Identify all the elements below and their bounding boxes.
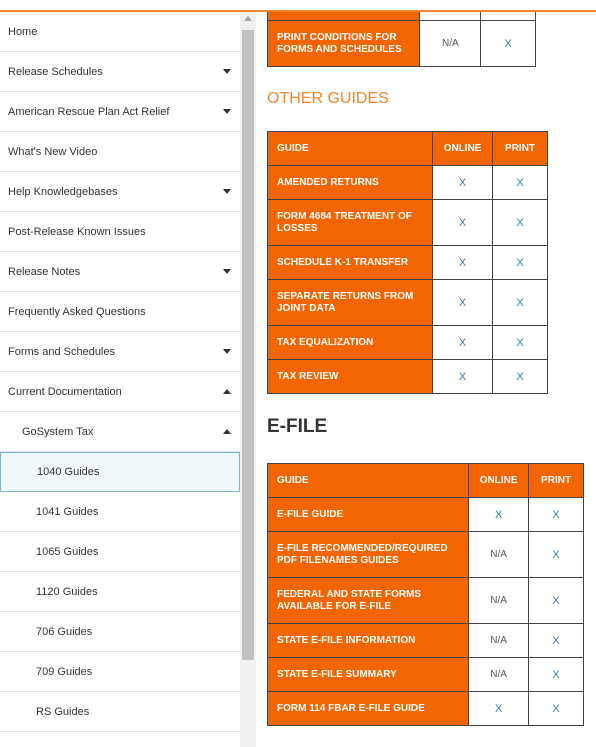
sidebar-item-label: American Rescue Plan Act Relief <box>8 105 170 118</box>
sidebar-item-label: Release Schedules <box>8 65 103 78</box>
cell-guide <box>268 12 420 21</box>
sidebar-item-709-guides[interactable] <box>0 652 240 692</box>
sidebar-item-1040-guides[interactable] <box>0 452 240 492</box>
guide-name: TAX REVIEW <box>268 360 433 394</box>
e-file-table <box>267 463 584 726</box>
table-row <box>268 624 584 658</box>
table-header-row <box>268 132 548 166</box>
online-link[interactable]: X <box>469 498 529 532</box>
online-value: N/A <box>469 658 529 692</box>
sidebar-item-help-knowledgebases[interactable] <box>0 172 240 212</box>
table-row <box>268 280 548 326</box>
sidebar-item-label: 709 Guides <box>36 665 93 678</box>
sidebar-item-label: GoSystem Tax <box>22 425 94 438</box>
chevron-down-icon[interactable] <box>223 69 231 74</box>
sidebar-item-label: RS Guides <box>36 705 90 718</box>
guide-name: AMENDED RETURNS <box>268 166 433 200</box>
print-link[interactable]: X <box>493 246 548 280</box>
sidebar-item-label: 1040 Guides <box>37 466 100 478</box>
print-link[interactable]: X <box>493 326 548 360</box>
online-value: N/A <box>469 532 529 578</box>
print-link[interactable]: X <box>481 21 536 67</box>
sidebar-item-whats-new-video[interactable] <box>0 132 240 172</box>
table-row <box>268 166 548 200</box>
table-row <box>268 200 548 246</box>
guide-name: STATE E-FILE INFORMATION <box>268 624 469 658</box>
table-row <box>268 360 548 394</box>
column-header-online: ONLINE <box>433 132 493 166</box>
sidebar-item-label: 1065 Guides <box>36 545 99 558</box>
guide-name: PRINT CONDITIONS FOR FORMS AND SCHEDULES <box>268 21 420 67</box>
sidebar-item-label: 706 Guides <box>36 625 93 638</box>
chevron-down-icon[interactable] <box>223 349 231 354</box>
sidebar-item-label: Frequently Asked Questions <box>8 305 146 318</box>
section-heading-e-file: E-FILE <box>267 416 328 437</box>
sidebar-item-706-guides[interactable] <box>0 612 240 652</box>
chevron-up-icon[interactable] <box>223 429 231 434</box>
guide-name: TAX EQUALIZATION <box>268 326 433 360</box>
scrollbar-thumb[interactable] <box>242 30 254 660</box>
other-guides-table <box>267 131 548 394</box>
guide-name: FEDERAL AND STATE FORMS AVAILABLE FOR E-FILE <box>268 578 469 624</box>
print-link[interactable]: X <box>493 166 548 200</box>
table-row <box>268 246 548 280</box>
column-header-guide: GUIDE <box>268 132 433 166</box>
print-link[interactable]: X <box>529 624 584 658</box>
sidebar-item-post-release-issues[interactable] <box>0 212 240 252</box>
table-row <box>268 498 584 532</box>
guide-name: FORM 4684 TREATMENT OF LOSSES <box>268 200 433 246</box>
column-header-print: PRINT <box>493 132 548 166</box>
online-link[interactable]: X <box>433 246 493 280</box>
chevron-down-icon[interactable] <box>223 189 231 194</box>
print-link[interactable]: X <box>493 200 548 246</box>
table-row <box>268 21 536 67</box>
online-value: N/A <box>469 624 529 658</box>
sidebar-item-label: Current Documentation <box>8 385 122 398</box>
sidebar-item-current-documentation[interactable] <box>0 372 240 412</box>
online-value: N/A <box>420 21 481 67</box>
sidebar-item-release-notes[interactable] <box>0 252 240 292</box>
sidebar-item-label: Release Notes <box>8 265 81 278</box>
sidebar-item-label: Forms and Schedules <box>8 345 115 358</box>
print-link[interactable]: X <box>493 360 548 394</box>
sidebar-item-home[interactable] <box>0 12 240 52</box>
sidebar-nav <box>0 12 240 747</box>
table-row <box>268 658 584 692</box>
print-link[interactable]: X <box>529 532 584 578</box>
sidebar-item-american-rescue-plan[interactable] <box>0 92 240 132</box>
sidebar-item-gosystem-tax[interactable] <box>0 412 240 452</box>
print-link[interactable]: X <box>529 692 584 726</box>
chevron-down-icon[interactable] <box>223 269 231 274</box>
sidebar-item-1065-guides[interactable] <box>0 532 240 572</box>
online-link[interactable]: X <box>433 280 493 326</box>
guide-name: E-FILE RECOMMENDED/REQUIRED PDF FILENAMES GUIDES <box>268 532 469 578</box>
chevron-up-icon[interactable] <box>223 389 231 394</box>
online-link[interactable]: X <box>433 200 493 246</box>
sidebar-item-label: Home <box>8 25 38 38</box>
table-row <box>268 578 584 624</box>
column-header-print: PRINT <box>529 464 584 498</box>
sidebar-item-forms-and-schedules[interactable] <box>0 332 240 372</box>
sidebar-scrollbar[interactable] <box>240 12 256 747</box>
print-conditions-table <box>267 12 536 67</box>
column-header-online: ONLINE <box>469 464 529 498</box>
guide-name: E-FILE GUIDE <box>268 498 469 532</box>
top-border <box>0 0 596 12</box>
online-link[interactable]: X <box>433 326 493 360</box>
sidebar-item-label: 1120 Guides <box>36 585 98 598</box>
online-link[interactable]: X <box>469 692 529 726</box>
cell-print <box>481 12 536 21</box>
table-row <box>268 326 548 360</box>
guide-name: SEPARATE RETURNS FROM JOINT DATA <box>268 280 433 326</box>
print-link[interactable]: X <box>529 578 584 624</box>
table-header-row <box>268 464 584 498</box>
column-header-guide: GUIDE <box>268 464 469 498</box>
sidebar-item-1041-guides[interactable] <box>0 492 240 532</box>
guide-name: STATE E-FILE SUMMARY <box>268 658 469 692</box>
guide-name: SCHEDULE K-1 TRANSFER <box>268 246 433 280</box>
sidebar-item-1120-guides[interactable] <box>0 572 240 612</box>
chevron-down-icon[interactable] <box>223 109 231 114</box>
section-heading-other-guides: OTHER GUIDES <box>267 90 389 107</box>
table-row <box>268 532 584 578</box>
sidebar-item-rs-guides[interactable] <box>0 692 240 732</box>
cell-online <box>420 12 481 21</box>
sidebar-item-release-schedules[interactable] <box>0 52 240 92</box>
sidebar-item-label: Post-Release Known Issues <box>8 225 146 238</box>
sidebar-item-label: 1041 Guides <box>36 505 99 518</box>
print-link[interactable]: X <box>493 280 548 326</box>
sidebar-item-label: What's New Video <box>8 145 98 158</box>
print-link[interactable]: X <box>529 658 584 692</box>
main-content <box>256 12 596 747</box>
guide-name: FORM 114 FBAR E-FILE GUIDE <box>268 692 469 726</box>
table-row <box>268 692 584 726</box>
sidebar-item-label: Help Knowledgebases <box>8 185 118 198</box>
online-link[interactable]: X <box>433 166 493 200</box>
online-link[interactable]: X <box>433 360 493 394</box>
scroll-up-arrow-icon[interactable] <box>244 16 252 21</box>
online-value: N/A <box>469 578 529 624</box>
sidebar-item-faq[interactable] <box>0 292 240 332</box>
print-link[interactable]: X <box>529 498 584 532</box>
